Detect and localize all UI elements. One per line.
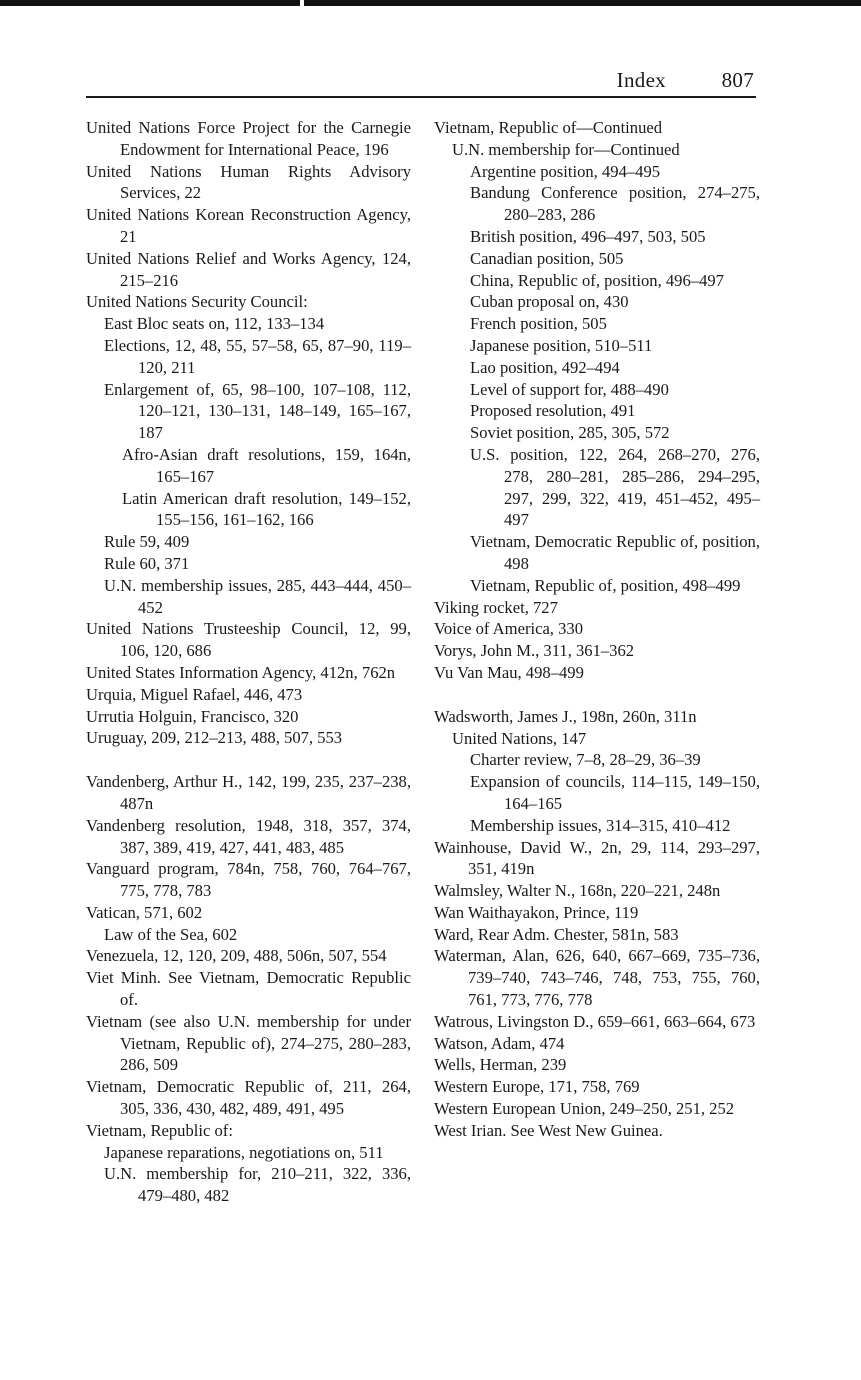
- index-subentry: U.S. position, 122, 264, 268–270, 276, 278, 280–281, 285–286, 294–295, 297, 299, 322, 419, 451–452, 495–497: [470, 444, 760, 530]
- index-subentry: French position, 505: [470, 314, 607, 334]
- index-entry: Wan Waithayakon, Prince, 119: [434, 902, 639, 922]
- index-subentry: British position, 496–497, 503, 505: [470, 226, 706, 246]
- index-subentry: Cuban proposal on, 430: [470, 292, 629, 312]
- index-entry: Voice of America, 330: [434, 619, 583, 639]
- index-entry: Viet Minh. See Vietnam, Democratic Republic of.: [86, 968, 411, 1010]
- index-subentry: Law of the Sea, 602: [104, 924, 238, 944]
- page-number: 807: [721, 68, 754, 92]
- index-subentry: Rule 59, 409: [104, 532, 190, 552]
- index-entry: Ward, Rear Adm. Chester, 581n, 583: [434, 924, 679, 944]
- index-entry: United Nations Korean Reconstruction Agency, 21: [86, 205, 411, 246]
- index-subentry: Latin American draft resolution, 149–152, 155–156, 161–162, 166: [122, 488, 411, 530]
- index-entry: Vorys, John M., 311, 361–362: [434, 641, 635, 661]
- index-subentry: Argentine position, 494–495: [470, 161, 661, 181]
- index-entry: Watrous, Livingston D., 659–661, 663–664, 673: [434, 1011, 756, 1031]
- index-entry: United Nations Force Project for the Carnegie Endowment for International Peace, 196: [86, 118, 411, 159]
- section-gap: [86, 749, 411, 771]
- index-entry: Viking rocket, 727: [434, 597, 558, 617]
- index-subentry: United Nations, 147: [452, 728, 587, 748]
- index-entry: Western European Union, 249–250, 251, 252: [434, 1099, 735, 1119]
- index-subentry: Vietnam, Republic of, position, 498–499: [470, 575, 741, 595]
- index-entry: Urquia, Miguel Rafael, 446, 473: [86, 684, 303, 704]
- index-entry: Vietnam (see also U.N. membership for under Vietnam, Republic of), 274–275, 280–283, 286, 509: [86, 1011, 411, 1075]
- index-subentry: Elections, 12, 48, 55, 57–58, 65, 87–90, 119–120, 211: [104, 335, 411, 377]
- index-subentry: U.N. membership for—Continued: [452, 139, 680, 159]
- index-entry: Vietnam, Democratic Republic of, 211, 264, 305, 336, 430, 482, 489, 491, 495: [86, 1077, 411, 1119]
- index-subentry: Japanese reparations, negotiations on, 511: [104, 1142, 384, 1162]
- index-subentry: Proposed resolution, 491: [470, 401, 636, 421]
- index-entry: Vu Van Mau, 498–499: [434, 662, 584, 682]
- index-entry: Waterman, Alan, 626, 640, 667–669, 735–736, 739–740, 743–746, 748, 753, 755, 760, 761, 773, 776, 778: [434, 946, 760, 1010]
- index-entry: Vandenberg resolution, 1948, 318, 357, 374, 387, 389, 419, 427, 441, 483, 485: [86, 815, 411, 857]
- index-subentry: U.N. membership for, 210–211, 322, 336, 479–480, 482: [104, 1164, 411, 1206]
- index-entry: Walmsley, Walter N., 168n, 220–221, 248n: [434, 881, 721, 901]
- index-entry: Western Europe, 171, 758, 769: [434, 1077, 640, 1097]
- index-subentry: East Bloc seats on, 112, 133–134: [104, 314, 325, 334]
- index-entry: Vandenberg, Arthur H., 142, 199, 235, 237–238, 487n: [86, 772, 411, 813]
- index-subentry: Enlargement of, 65, 98–100, 107–108, 112, 120–121, 130–131, 148–149, 165–167, 187: [104, 379, 411, 443]
- page-header: [86, 66, 756, 98]
- index-subentry: Bandung Conference position, 274–275, 280–283, 286: [470, 183, 760, 225]
- index-entry: Vatican, 571, 602: [86, 902, 203, 922]
- index-column-right: [434, 117, 760, 1142]
- index-entry: Venezuela, 12, 120, 209, 488, 506n, 507, 554: [86, 946, 387, 966]
- index-entry: United Nations Relief and Works Agency, 124, 215–216: [86, 248, 411, 290]
- index-entry: Wainhouse, David W., 2n, 29, 114, 293–297, 351, 419n: [434, 837, 760, 879]
- index-subentry: Lao position, 492–494: [470, 357, 620, 377]
- index-subentry: Membership issues, 314–315, 410–412: [470, 815, 731, 835]
- index-entry: United States Information Agency, 412n, 762n: [86, 662, 396, 682]
- top-border-bar: [0, 0, 861, 6]
- running-head-title: Index: [616, 68, 666, 92]
- index-entry: Vanguard program, 784n, 758, 760, 764–767, 775, 778, 783: [86, 859, 411, 901]
- index-subentry: Soviet position, 285, 305, 572: [470, 423, 670, 443]
- index-entry: Watson, Adam, 474: [434, 1033, 565, 1053]
- section-gap: [434, 684, 760, 706]
- index-subentry: Expansion of councils, 114–115, 149–150, 164–165: [470, 772, 760, 813]
- index-entry: United Nations Trusteeship Council, 12, 99, 106, 120, 686: [86, 619, 411, 661]
- index-entry: Urrutia Holguin, Francisco, 320: [86, 706, 299, 726]
- index-subentry: Rule 60, 371: [104, 553, 190, 573]
- index-entry: Wadsworth, James J., 198n, 260n, 311n: [434, 706, 697, 726]
- index-entry: Vietnam, Republic of:: [86, 1120, 233, 1140]
- index-entry: United Nations Human Rights Advisory Services, 22: [86, 161, 411, 203]
- index-subentry: China, Republic of, position, 496–497: [470, 270, 724, 290]
- top-border-notch: [300, 0, 304, 8]
- index-subentry: U.N. membership issues, 285, 443–444, 450–452: [104, 575, 411, 617]
- index-subentry: Vietnam, Democratic Republic of, position, 498: [470, 532, 760, 573]
- index-entry: Wells, Herman, 239: [434, 1055, 567, 1075]
- index-entry: United Nations Security Council:: [86, 292, 308, 312]
- index-subentry: Level of support for, 488–490: [470, 379, 669, 399]
- index-entry: Uruguay, 209, 212–213, 488, 507, 553: [86, 728, 343, 748]
- index-entry: Vietnam, Republic of—Continued: [434, 118, 663, 137]
- index-subentry: Afro-Asian draft resolutions, 159, 164n, 165–167: [122, 444, 411, 486]
- index-subentry: Canadian position, 505: [470, 248, 624, 268]
- index-entry: West Irian. See West New Guinea.: [434, 1120, 663, 1140]
- index-column-left: [86, 117, 411, 1207]
- index-subentry: Japanese position, 510–511: [470, 335, 653, 355]
- index-subentry: Charter review, 7–8, 28–29, 36–39: [470, 750, 701, 770]
